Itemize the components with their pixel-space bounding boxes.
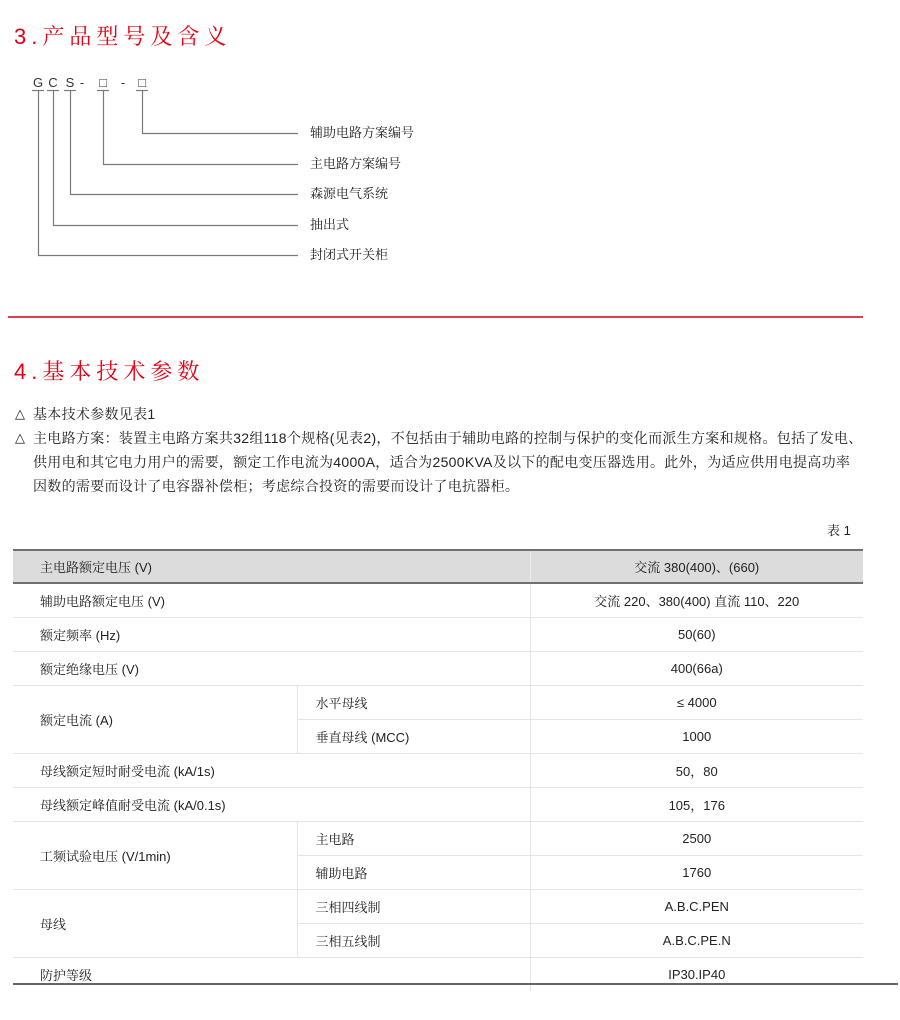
table-row	[13, 686, 863, 720]
row-value: 2500	[530, 822, 863, 856]
table-row	[13, 754, 863, 788]
table-row	[13, 618, 863, 652]
section-3-title: 3.产品型号及含义	[14, 24, 232, 49]
row-value: 50(60)	[530, 618, 863, 652]
meaning-aux-circuit-scheme: 辅助电路方案编号	[310, 125, 415, 140]
meaning-main-circuit-scheme: 主电路方案编号	[310, 156, 402, 171]
table-row	[13, 583, 863, 618]
row-value: 105，176	[530, 788, 863, 822]
bullet-text-line: 供用电和其它电力用户的需要，额定工作电流为4000A，适合为2500KVA及以下的配电变压器选用。此外，为适应供用电提高功率	[33, 454, 851, 470]
code-box-aux: □	[138, 75, 146, 90]
model-code-leader-lines	[0, 0, 320, 270]
row-sub-label: 三相五线制	[297, 924, 530, 958]
row-label: 额定频率 (Hz)	[13, 618, 530, 652]
row-value: 400(66a)	[530, 652, 863, 686]
row-value: 50，80	[530, 754, 863, 788]
bullet-text-line: 主电路方案：装置主电路方案共32组118个规格(见表2)，不包括由于辅助电路的控制与保护的变化而派生方案和规格。包括了发电、	[33, 430, 863, 446]
row-sub-label: 水平母线	[297, 686, 530, 720]
row-value: A.B.C.PE.N	[530, 924, 863, 958]
row-value: 交流 220、380(400) 直流 110、220	[530, 583, 863, 618]
row-sub-label: 辅助电路	[297, 856, 530, 890]
row-label: 额定电流 (A)	[13, 686, 297, 754]
table-row	[13, 822, 863, 856]
leader-aux-circuit	[143, 90, 299, 134]
row-label: 防护等级	[40, 968, 93, 983]
leader-enclosed	[39, 90, 299, 256]
code-box-main: □	[99, 75, 107, 90]
row-label: 母线	[13, 890, 297, 958]
code-char-s: S	[65, 75, 75, 90]
row-sub-label: 垂直母线 (MCC)	[297, 720, 530, 754]
code-dash: -	[120, 75, 126, 90]
row-value: A.B.C.PEN	[530, 890, 863, 924]
triangle-bullet-icon: △	[15, 406, 25, 421]
meaning-enclosed-switchgear: 封闭式开关柜	[310, 247, 389, 262]
row-value: 交流 380(400)、(660)	[530, 550, 863, 583]
leader-main-circuit	[104, 90, 299, 165]
section-4-title: 4.基本技术参数	[14, 359, 205, 384]
leader-drawout	[54, 90, 299, 226]
code-char-c: C	[48, 75, 58, 90]
table-header-row	[13, 550, 863, 583]
row-value: 1760	[530, 856, 863, 890]
row-label: 工频试验电压 (V/1min)	[13, 822, 297, 890]
code-char-g: G	[32, 75, 44, 90]
row-label: 辅助电路额定电压 (V)	[13, 583, 530, 618]
table-row	[13, 958, 863, 992]
triangle-bullet-icon: △	[15, 430, 25, 445]
bullet-text: 基本技术参数见表1	[33, 406, 156, 422]
model-code-diagram	[0, 0, 415, 270]
spec-table	[13, 549, 863, 991]
bullet-text-line: 因数的需要而设计了电容器补偿柜；考虑综合投资的需要而设计了电抗器柜。	[33, 478, 520, 494]
row-value: ≤ 4000	[530, 686, 863, 720]
section-divider	[8, 316, 863, 318]
row-label: 母线额定短时耐受电流 (kA/1s)	[13, 754, 530, 788]
row-label: 额定绝缘电压 (V)	[13, 652, 530, 686]
meaning-drawout: 抽出式	[310, 217, 350, 232]
table-caption: 表 1	[827, 523, 851, 538]
row-value: IP30.IP40	[530, 958, 863, 992]
row-label: 母线额定峰值耐受电流 (kA/0.1s)	[13, 788, 530, 822]
row-sub-label: 主电路	[297, 822, 530, 856]
row-sub-label: 三相四线制	[297, 890, 530, 924]
row-label: 主电路额定电压 (V)	[13, 550, 530, 583]
leader-senyuan	[71, 90, 299, 195]
row-value: 1000	[530, 720, 863, 754]
table-row	[13, 652, 863, 686]
table-row	[13, 890, 863, 924]
table-bottom-rule	[13, 983, 898, 985]
table-row	[13, 788, 863, 822]
code-dash: -	[79, 75, 85, 90]
meaning-senyuan-system: 森源电气系统	[310, 186, 389, 201]
